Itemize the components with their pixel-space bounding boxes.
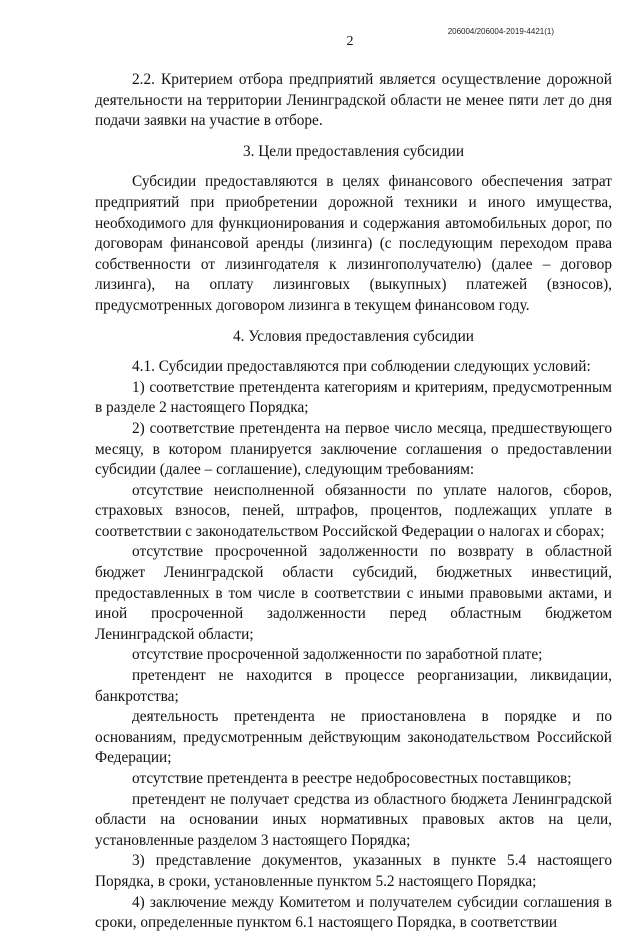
paragraph-4-1: 4.1. Субсидии предоставляются при соблюдении следующих условий: [132, 358, 591, 376]
requirement-activity: деятельность претендента не приостановлена в порядке и по основаниям, предусмотренным действующим законодательством Российской Федерации; [95, 708, 612, 767]
requirement-budget-debt: отсутствие просроченной задолженности по возврату в областной бюджет Ленинградской области субсидий, бюджетных инвестиций, предоставленных в том числе в соответствии с иными правовыми актами, и иной просроченной задолженности перед областным бюджетом Ленинградской области; [95, 543, 612, 643]
document-body [95, 70, 612, 934]
condition-4: 4) заключение между Комитетом и получателем субсидии соглашения в сроки, определенные пунктом 6.1 настоящего Порядка, в соответствии [95, 893, 612, 932]
requirement-wage-debt: отсутствие просроченной задолженности по заработной плате; [132, 646, 543, 664]
requirement-reorganization: претендент не находится в процессе реорганизации, ликвидации, банкротства; [95, 667, 612, 705]
paragraph-2-2: 2.2. Критерием отбора предприятий является осуществление дорожной деятельности на территории Ленинградской области не менее пяти лет до дня подачи заявки на участие в отборе. [95, 71, 612, 130]
requirement-taxes: отсутствие неисполненной обязанности по уплате налогов, сборов, страховых взносов, пеней, штрафов, процентов, подлежащих уплате в соответствии с законодательством Российской Федерации о налогах и сборах; [95, 481, 612, 540]
page-number: 2 [346, 34, 354, 49]
condition-3: 3) представление документов, указанных в пункте 5.4 настоящего Порядка, в сроки, установленные пунктом 5.2 настоящего Порядка; [95, 852, 612, 890]
requirement-registry: отсутствие претендента в реестре недобросовестных поставщиков; [132, 770, 572, 787]
paragraph-3: Субсидии предоставляются в целях финансового обеспечения затрат предприятий при приобретении дорожной техники и иного имущества, необходимого для функционирования и содержания автомобильных дорог, по договорам финансовой аренды (лизинга) (с последующим переходом права собственности от лизингодателя к лизингополучателю) (далее – договор лизинга), на оплату лизинговых (выкупных) платежей (взносов), предусмотренных договором лизинга в текущем финансовом году. [95, 173, 612, 314]
condition-2: 2) соответствие претендента на первое число месяца, предшествующего месяцу, в котором планируется заключение соглашения о предоставлении субсидии (далее – соглашение), следующим требованиям: [95, 419, 612, 479]
section-heading-3: 3. Цели предоставления субсидии [242, 142, 465, 160]
condition-1: 1) соответствие претендента категориям и критериям, предусмотренным в разделе 2 настоящего Порядка; [95, 378, 612, 417]
section-heading-4: 4. Условия предоставления субсидии [233, 327, 474, 345]
document-id: 206004/206004-2019-4421(1) [447, 27, 554, 36]
requirement-other-funds: претендент не получает средства из областного бюджета Ленинградской области на основании иных нормативных правовых актов на цели, установленные разделом 3 настоящего Порядка; [95, 790, 612, 849]
